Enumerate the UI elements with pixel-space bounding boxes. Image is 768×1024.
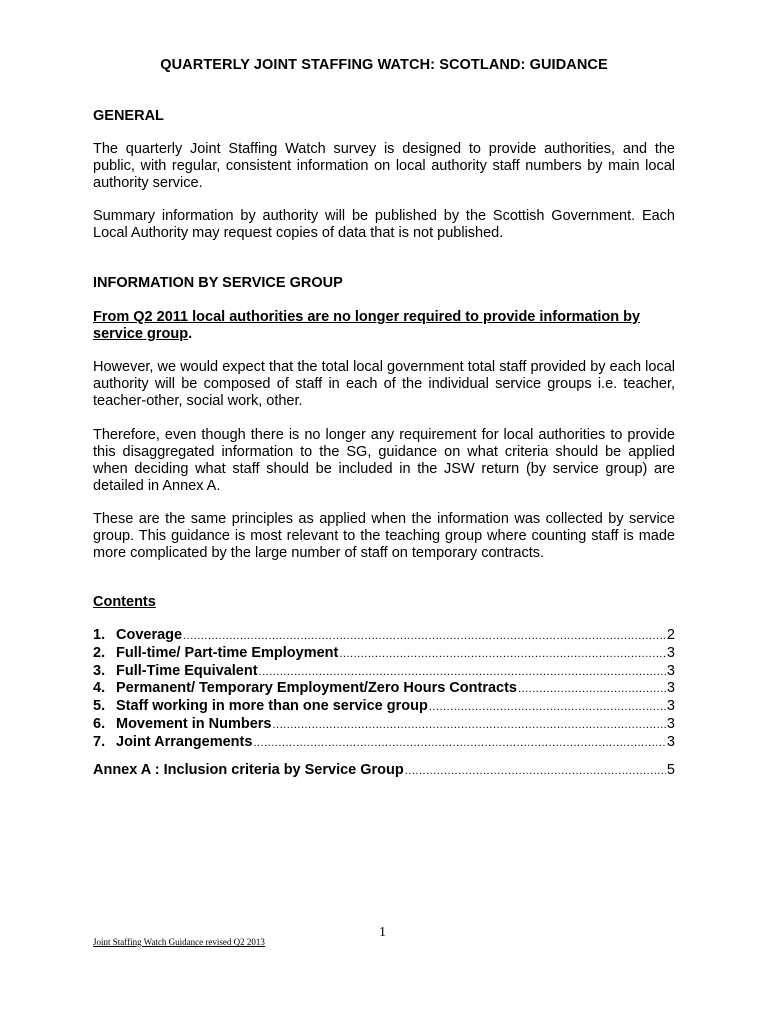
toc-item-number: 4.: [93, 680, 106, 697]
service-group-paragraph-1: However, we would expect that the total local government total staff provided by each local authority will be composed of staff in each of the individual service groups i.e. teacher, teacher-other, social work, other.: [93, 359, 675, 409]
toc-item-label: Full-Time Equivalent: [116, 662, 258, 679]
toc-item-page: 3: [666, 733, 675, 750]
toc-item-label: Full-time/ Part-time Employment: [116, 644, 339, 661]
toc-leader-dots: [259, 664, 666, 681]
toc-item-page: 2: [666, 627, 675, 643]
toc-annex-page: 5: [666, 762, 675, 778]
toc-item[interactable]: [93, 716, 675, 734]
toc-item-number: 2.: [93, 644, 106, 661]
toc-item[interactable]: [93, 627, 675, 645]
toc-item-number: 1.: [93, 627, 106, 643]
service-group-paragraph-2: Therefore, even though there is no longer any requirement for local authorities to provide this disaggregated information to the SG, guidance on what criteria should be applied when deciding what staff should be included in the JSW return (by service group) are detailed in Annex A.: [93, 427, 675, 494]
notice-end: .: [188, 326, 193, 342]
toc-item-number: 7.: [93, 733, 106, 750]
toc-annex-row[interactable]: [93, 762, 675, 778]
toc-item-label: Staff working in more than one service group: [116, 698, 428, 715]
toc-item-page: 3: [666, 680, 675, 697]
toc-item[interactable]: [93, 645, 675, 663]
page-footer: Joint Staffing Watch Guidance revised Q2 2013: [93, 937, 265, 947]
toc-item[interactable]: [93, 734, 675, 752]
toc-item-number: 3.: [93, 662, 106, 679]
service-group-paragraph-3: These are the same principles as applied when the information was collected by service group. This guidance is most relevant to the teaching group where counting staff is made more complicated by the large number of staff on temporary contracts.: [93, 511, 675, 561]
general-paragraph-2: Summary information by authority will be published by the Scottish Government. Each Local Authority may request copies of data that is not published.: [93, 208, 675, 241]
page-number: 1: [379, 925, 386, 940]
general-heading: GENERAL: [93, 108, 164, 124]
toc-item-number: 6.: [93, 715, 106, 732]
toc-leader-dots: [429, 699, 666, 716]
general-paragraph-1: The quarterly Joint Staffing Watch survey is designed to provide authorities, and the public, with regular, consistent information on local authority staff numbers by main local authority service.: [93, 141, 675, 191]
toc-item-page: 3: [666, 644, 675, 661]
service-group-notice: [93, 309, 665, 343]
toc-leader-dots: [183, 628, 666, 645]
toc-leader-dots: [405, 765, 666, 777]
toc-leader-dots: [339, 646, 666, 663]
toc-item-label: Movement in Numbers: [116, 715, 272, 732]
toc-annex-label: Annex A : Inclusion criteria by Service Group: [93, 762, 404, 778]
contents-heading: [93, 594, 156, 610]
notice-text: From Q2 2011 local authorities are no longer required to provide information by service group: [93, 309, 641, 342]
toc-leader-dots: [518, 681, 666, 698]
toc-item-label: Joint Arrangements: [116, 733, 253, 750]
toc-item-page: 3: [666, 715, 675, 732]
toc-item-page: 3: [666, 662, 675, 679]
toc-item[interactable]: [93, 680, 675, 698]
toc-item-label: Permanent/ Temporary Employment/Zero Hours Contracts: [116, 680, 517, 697]
toc-item-number: 5.: [93, 698, 106, 715]
toc-leader-dots: [253, 735, 665, 752]
contents-heading-text: Contents: [93, 594, 156, 610]
toc-item-label: Coverage: [116, 627, 183, 643]
toc-item[interactable]: [93, 698, 675, 716]
page-title: QUARTERLY JOINT STAFFING WATCH: SCOTLAND: GUIDANCE: [160, 57, 608, 73]
service-group-heading: INFORMATION BY SERVICE GROUP: [93, 275, 343, 291]
toc-item-page: 3: [666, 698, 675, 715]
table-of-contents: [93, 627, 675, 752]
toc-item[interactable]: [93, 663, 675, 681]
toc-leader-dots: [273, 717, 666, 734]
